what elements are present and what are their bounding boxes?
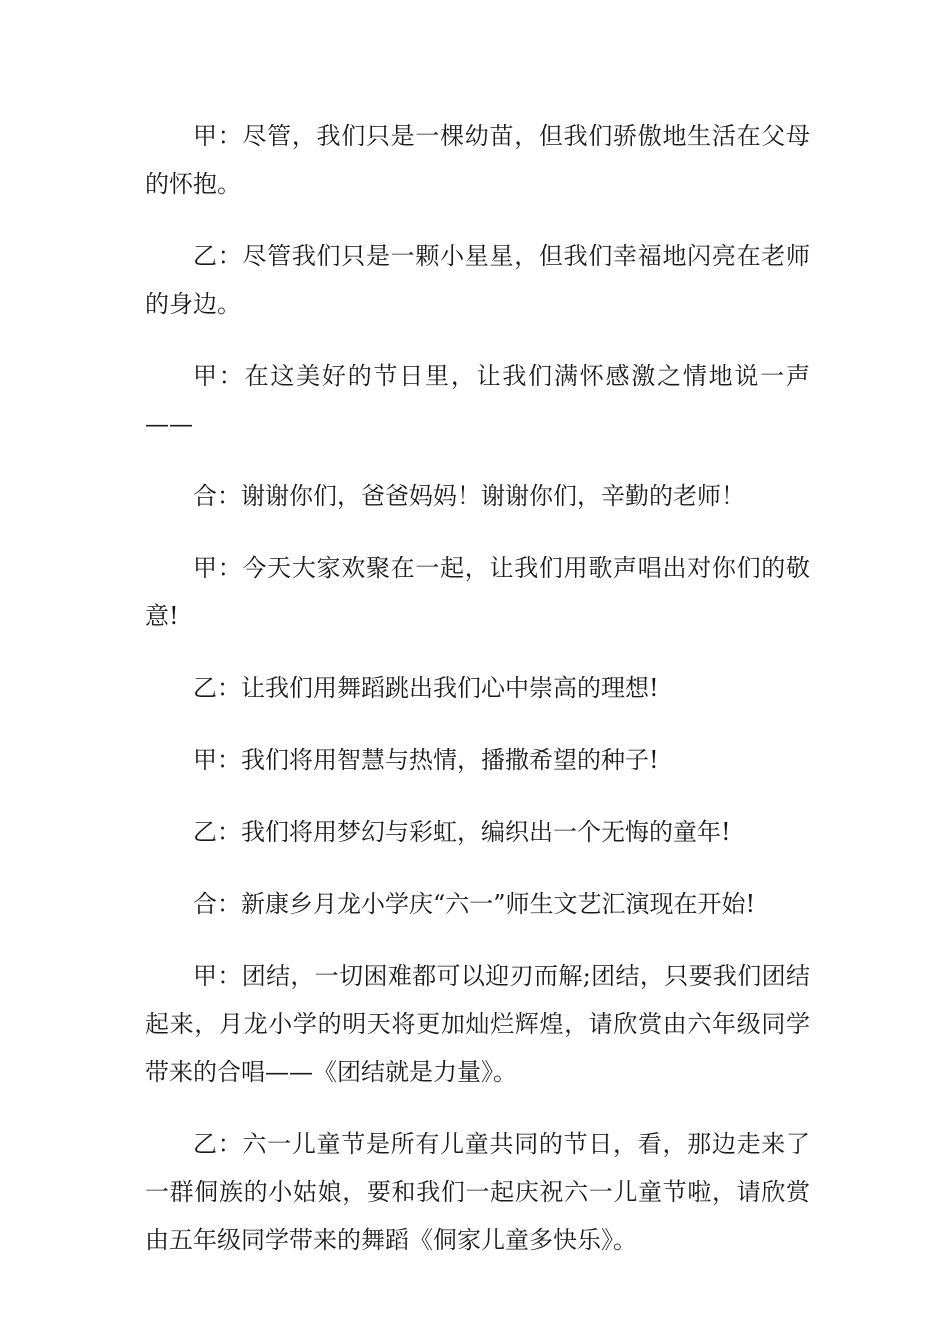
- paragraph: 甲：尽管，我们只是一棵幼苗，但我们骄傲地生活在父母的怀抱。: [145, 122, 810, 198]
- paragraph: 乙：让我们用舞蹈跳出我们心中崇高的理想!: [193, 674, 659, 702]
- paragraph: 合：新康乡月龙小学庆“六一”师生文艺汇演现在开始!: [193, 890, 756, 918]
- paragraph: 甲：在这美好的节日里，让我们满怀感激之情地说一声——: [145, 362, 810, 438]
- paragraph: 甲：团结，一切困难都可以迎刃而解;团结，只要我们团结起来，月龙小学的明天将更加灿烂辉煌，请欣赏由六年级同学带来的合唱——《团结就是力量》。: [145, 962, 810, 1086]
- paragraph: 乙：尽管我们只是一颗小星星，但我们幸福地闪亮在老师的身边。: [145, 242, 810, 318]
- paragraph: 甲：我们将用智慧与热情，播撒希望的种子!: [193, 746, 659, 774]
- paragraph: 乙：我们将用梦幻与彩虹，编织出一个无悔的童年!: [193, 818, 731, 846]
- document-body: [145, 112, 810, 1288]
- paragraph: 甲：今天大家欢聚在一起，让我们用歌声唱出对你们的敬意!: [145, 554, 810, 630]
- paragraph: 合：谢谢你们，爸爸妈妈！谢谢你们，辛勤的老师！: [193, 482, 745, 510]
- paragraph: 乙：六一儿童节是所有儿童共同的节日，看，那边走来了一群侗族的小姑娘，要和我们一起庆祝六一儿童节啦，请欣赏由五年级同学带来的舞蹈《侗家儿童多快乐》。: [145, 1130, 810, 1254]
